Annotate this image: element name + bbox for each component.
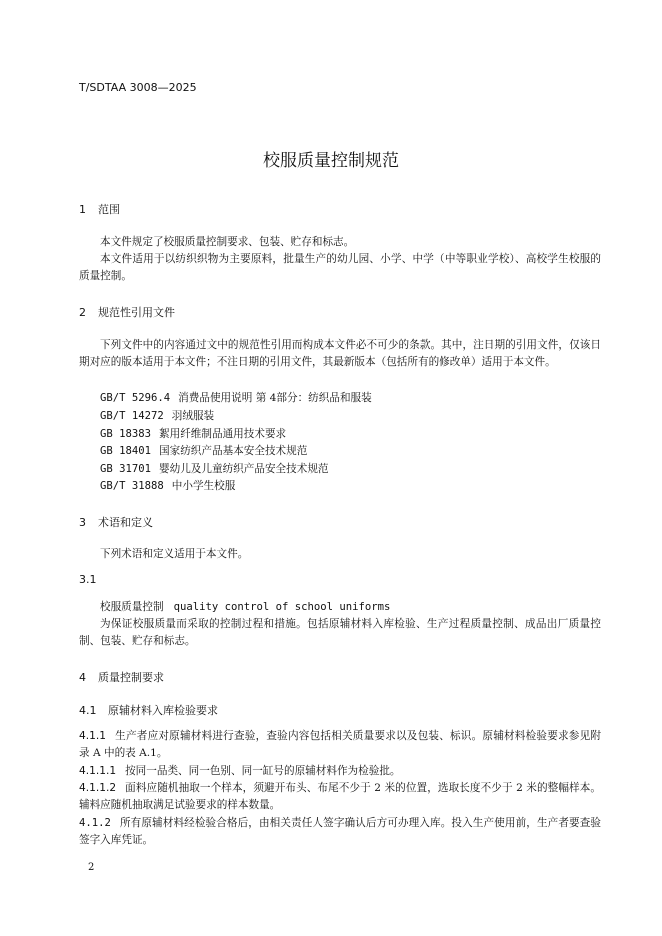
reference-item (100, 478, 235, 493)
term-chinese: 校服质量控制 (100, 601, 164, 613)
reference-code: GB/T 31888 (100, 480, 164, 492)
section-2-heading (79, 304, 175, 320)
reference-code: GB/T 14272 (100, 410, 164, 422)
clause-text: 按同一品类、同一色别、同一缸号的原辅材料作为检验批。 (125, 765, 401, 777)
reference-name: 中小学生校服 (171, 480, 236, 492)
reference-code: GB/T 5296.4 (100, 392, 171, 404)
scope-paragraph-2: 本文件适用于以纺织织物为主要原料，批量生产的幼儿园、小学、中学（中等职业学校）、高校学生校服的质量控制。 (79, 253, 601, 282)
section-number: 3 (79, 516, 86, 529)
clause-text: 面料应随机抽取一个样本，须避开布头、布尾不少于 2 米的位置，选取长度不少于 2 米的整幅样本。辅料应随机抽取满足试验要求的样本数量。 (79, 782, 601, 811)
reference-code: GB 31701 (100, 463, 152, 475)
subsection-4-1-heading (79, 702, 218, 718)
standard-code: T/SDTAA 3008—2025 (79, 81, 197, 94)
document-title: 校服质量控制规范 (263, 151, 399, 171)
reference-code: GB 18383 (100, 428, 152, 440)
reference-item (100, 408, 214, 423)
section-title: 范围 (98, 203, 120, 216)
term-definition: 为保证校服质量而采取的控制过程和措施。包括原辅材料入库检验、生产过程质量控制、成品出厂质量控制、包装、贮存和标志。 (79, 618, 601, 647)
term-number: 3.1 (79, 573, 97, 586)
reference-item (100, 390, 372, 405)
clause-number: 4.1.2 (79, 817, 111, 829)
reference-name: 婴幼儿及儿童纺织产品安全技术规范 (159, 463, 329, 475)
page-number: 2 (88, 862, 95, 873)
clause-4-1-1-2 (79, 780, 601, 814)
section-4-heading (79, 669, 164, 685)
subsection-title: 原辅材料入库检验要求 (108, 704, 218, 717)
section-number: 1 (79, 203, 86, 216)
terms-intro: 下列术语和定义适用于本文件。 (100, 548, 249, 560)
clause-number: 4.1.1.2 (79, 782, 117, 794)
section-number: 2 (79, 306, 86, 319)
reference-code: GB 18401 (100, 445, 152, 457)
reference-name: 消费品使用说明 第 4部分：纺织品和服装 (178, 392, 372, 404)
clause-text: 生产者应对原辅材料进行查验，查验内容包括相关质量要求以及包装、标识。原辅材料检验要求参见附录 A 中的表 A.1。 (79, 730, 601, 759)
section-title: 规范性引用文件 (98, 306, 175, 319)
reference-item (100, 461, 329, 476)
subsection-number: 4.1 (79, 704, 97, 717)
clause-4-1-2 (79, 815, 601, 849)
term-entry (100, 599, 390, 614)
reference-name: 絮用纤维制品通用技术要求 (159, 428, 287, 440)
section-3-heading (79, 514, 153, 530)
clause-4-1-1-1 (79, 763, 601, 780)
reference-item (100, 426, 286, 441)
reference-name: 羽绒服装 (171, 410, 215, 422)
reference-item (100, 443, 307, 458)
clause-number: 4.1.1 (79, 730, 106, 742)
section-title: 质量控制要求 (98, 671, 164, 684)
term-english: quality control of school uniforms (173, 601, 391, 613)
clause-text: 所有原辅材料经检验合格后，由相关责任人签字确认后方可办理入库。投入生产使用前，生产者要查验签字入库凭证。 (79, 817, 601, 846)
clause-number: 4.1.1.1 (79, 765, 117, 777)
reference-name: 国家纺织产品基本安全技术规范 (159, 445, 308, 457)
section-title: 术语和定义 (98, 516, 153, 529)
normative-references-intro: 下列文件中的内容通过文中的规范性引用而构成本文件必不可少的条款。其中，注日期的引用文件，仅该日期对应的版本适用于本文件；不注日期的引用文件，其最新版本（包括所有的修改单）适用于本文件。 (79, 339, 601, 368)
section-number: 4 (79, 671, 86, 684)
section-1-heading (79, 201, 120, 217)
clause-4-1-1 (79, 728, 601, 762)
scope-paragraph-1: 本文件规定了校服质量控制要求、包装、贮存和标志。 (100, 236, 355, 248)
